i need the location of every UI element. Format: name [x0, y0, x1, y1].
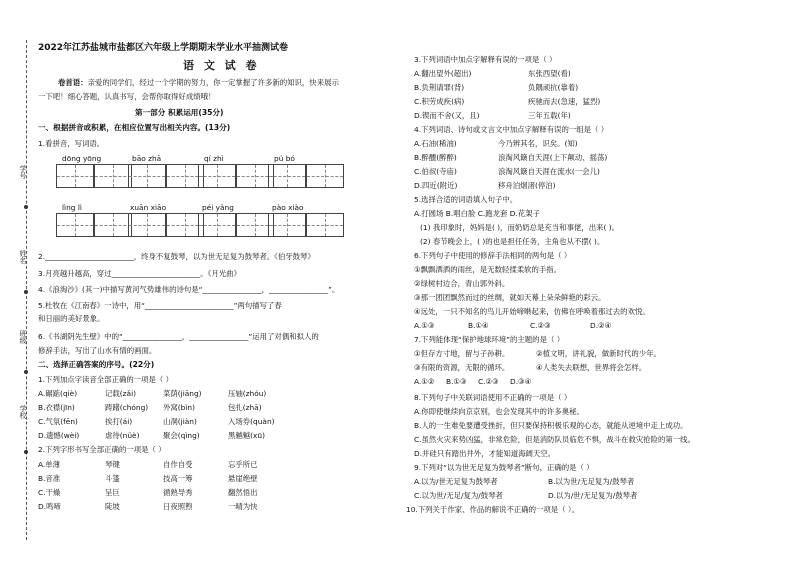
q6-sentence: ③那一团团飘然而过的丝绸，就如天幕上朵朵鲜艳的彩云。: [414, 293, 606, 302]
option-text: A.石油(稀油): [414, 139, 457, 148]
option-text: 忘乎所已: [228, 460, 258, 469]
binding-dot: [24, 205, 28, 209]
pinyin: pú bó: [274, 154, 295, 163]
writing-box[interactable]: [94, 213, 132, 237]
pinyin: dōng yōng: [62, 154, 102, 163]
binding-dot: [24, 370, 28, 374]
q5-options: A.打圆场 B.唱白脸 C.跑龙套 D.花架子: [414, 209, 540, 218]
section-2-heading: 二、选择正确答案的序号。(22分): [38, 360, 155, 369]
option-text: 一晴为快: [228, 502, 258, 511]
q8-option: D.并硅只有踏出井外，才能知道海阔天空。: [414, 449, 556, 458]
option-text: 陡坡: [105, 502, 120, 511]
pinyin: lìng lì: [62, 203, 82, 212]
q7-sentence: ②植文明，讲礼貌，做新时代的少年。: [536, 349, 661, 358]
option-text: A.①②: [414, 377, 435, 386]
q6-text-line2: 修辞手法，写出了山水有情的画面。: [38, 346, 157, 355]
binding-dot: [24, 450, 28, 454]
pinyin: xuān xiāo: [130, 203, 167, 212]
pinyin: bāo zhā: [132, 154, 162, 163]
q6-text-line1: 6.《书湖阴先生壁》中的“________________，________________”运用了对偶和拟人的: [38, 332, 319, 341]
q7-sentence: ①但存方寸地，留与子孙耕。: [414, 349, 510, 358]
option-text: 翻然悟出: [228, 488, 258, 497]
mc-q2-prompt: 2.下列字形书写全部正确的一项是（ ）: [38, 445, 166, 454]
writing-box[interactable]: [268, 164, 306, 188]
option-text: 呈巨: [105, 488, 120, 497]
q2-text: 2.________________________，终身不复鼓琴，以为世无足复为鼓琴者。《伯牙鼓琴》: [38, 252, 315, 261]
option-text: A.单薄: [38, 460, 61, 469]
option-text: 今乃辨其名，识矣。(知): [498, 139, 578, 148]
writing-box[interactable]: [268, 213, 306, 237]
option-text: D.③④: [510, 377, 532, 386]
writing-box[interactable]: [198, 213, 236, 237]
label-school: 学校: [19, 405, 27, 419]
q8-option: C.虽然火灾来势凶猛，非常危险，但是消防队员临危不惧，战斗在救灾抢险的第一线。: [414, 435, 695, 444]
option-text: C.积劳成疾(病): [414, 97, 465, 106]
q6-sentence: ④远处，一只不知名的鸟儿开始啼啭起来，仿佛在呼唤着那过去的欢悦。: [414, 307, 650, 316]
option-text: D.鸣啼: [38, 502, 61, 511]
option-text: 疾驰而去(急速，猛烈): [528, 97, 601, 106]
option-text: 菜荫(jiāng): [163, 389, 202, 398]
intro-line-2: 一下吧！细心答题，认真书写，会帮你取得好成绩哦！: [38, 92, 216, 101]
option-text: D.以为/世/无足复为/鼓琴者: [548, 491, 638, 500]
option-text: 压轴(zhóu): [228, 389, 267, 398]
q5-sentence-2: (2) 春节晚会上，( )的也是担任任务，主角也从不摆( )。: [420, 237, 605, 246]
writing-box[interactable]: [198, 164, 236, 188]
writing-box[interactable]: [128, 164, 166, 188]
option-text: B.衣襟(jīn): [38, 403, 75, 412]
q7-sentence: ④人类失去联想，世界将会怎样。: [536, 363, 647, 372]
section-1-heading: 一、根据拼音或积累，在相应位置写出相关内容。(13分): [38, 123, 231, 132]
q8-prompt: 8.下列句子中关联词语使用不正确的一项是（ ）: [414, 393, 572, 402]
q6-prompt: 6.下列句子中使用的修辞手法相同的两句是（ ）: [414, 251, 572, 260]
option-text: 外窝(bìn): [163, 403, 195, 412]
writing-box[interactable]: [56, 213, 94, 237]
option-text: 移舟泊烟渚(停泊): [498, 181, 556, 190]
option-text: B.①③: [446, 377, 467, 386]
option-text: 负隅顽抗(靠着): [528, 83, 579, 92]
option-text: A.翻出望外(超出): [414, 69, 472, 78]
intro-line-1: [58, 79, 339, 86]
writing-box[interactable]: [94, 164, 132, 188]
binding-dot: [24, 290, 28, 294]
exam-subtitle: 语 文 试 卷: [183, 59, 260, 72]
intro-text-1: 亲爱的同学们，经过一个学期的努力，你一定掌握了许多新的知识，快来展示: [87, 78, 339, 87]
option-text: C.干燥: [38, 488, 61, 497]
label-name: 姓名: [19, 250, 27, 264]
option-text: 山洞(jiàn): [163, 417, 197, 426]
label-class: 班级: [19, 330, 27, 344]
option-text: C.以为世/无足/复为/鼓琴者: [414, 491, 503, 500]
option-text: A.以为/世无足复为鼓琴者: [414, 477, 498, 486]
option-text: 浪淘风簸自天涯(上下颠动、摇荡): [498, 153, 608, 162]
pinyin: pào xiào: [272, 203, 304, 212]
option-text: C.气氛(fēn): [38, 417, 78, 426]
option-text: A.①③: [414, 321, 435, 330]
option-text: A.碾踮(qiè): [38, 389, 78, 398]
option-text: 包扎(zhā): [228, 403, 262, 412]
q7-prompt: 7.下列能体现“保护地球环境”的主题的是（ ）: [414, 335, 565, 344]
q5-text-line2: 和日丽的美好景象。: [38, 314, 105, 323]
pinyin: qí zhì: [204, 154, 224, 163]
writing-box[interactable]: [128, 213, 166, 237]
option-text: 技高一筹: [163, 474, 193, 483]
option-text: 黑魆魆(xū): [228, 431, 265, 440]
option-text: 三年五载(年): [528, 111, 571, 120]
writing-box[interactable]: [306, 164, 344, 188]
q6-sentence: ①飘飘洒洒的雨丝，是无数轻揉柔软的手指。: [414, 265, 562, 274]
q1-prompt: 1.看拼音，写词语。: [38, 139, 105, 148]
option-text: D.②④: [590, 321, 612, 330]
option-text: B.①④: [468, 321, 489, 330]
option-text: C.②③: [530, 321, 551, 330]
q10-prompt: 10.下列关于作家、作品的解说不正确的一项是（ ）。: [406, 505, 579, 514]
option-text: B.负荆请罪(背): [414, 83, 465, 92]
q6-sentence: ②绿树村边合，青山郭外斜。: [414, 279, 510, 288]
exam-title: 2022年江苏盐城市盐都区六年级上学期期末学业水平抽测试卷: [38, 43, 289, 53]
option-text: 循熟导秀: [163, 488, 193, 497]
option-text: 琴键: [105, 460, 120, 469]
part-1-heading: 第一部分 积累运用(35分): [135, 108, 224, 117]
option-text: B.醉醺(醉醉): [414, 153, 457, 162]
option-text: 入场券(quàn): [228, 417, 275, 426]
option-text: C.②③: [478, 377, 499, 386]
pinyin: péi yǎng: [202, 203, 234, 212]
q3-prompt: 3.下列词语中加点字解释有误的一项是（ ）: [414, 55, 557, 64]
option-text: 悬崖绝壁: [228, 474, 258, 483]
option-text: 虐待(nüè): [105, 431, 140, 440]
q8-option: A.你即使继续向京京别，也会发现其中的许多奥秘。: [414, 407, 584, 416]
option-text: 日夜照煦: [163, 502, 193, 511]
q5-prompt: 5.选择合适的词语填入句子中。: [414, 195, 518, 204]
writing-box[interactable]: [56, 164, 94, 188]
option-text: 踌躇(chóng): [105, 403, 149, 412]
option-text: 挨打(ái): [105, 417, 133, 426]
option-text: D.锲而不舍(又，且): [414, 111, 480, 120]
writing-box[interactable]: [306, 213, 344, 237]
option-text: 斗篷: [105, 474, 120, 483]
option-text: 自作自受: [163, 460, 193, 469]
intro-label: 卷首语：: [58, 78, 88, 87]
q3-text: 3.月亮越升越高，穿过________________________。《月光曲》: [38, 269, 241, 278]
q8-option: B.人的一生难免要遭受挫折，但只要保持积极乐观的心态，就能从逆境中走上成功。: [414, 421, 688, 430]
mc-q1-prompt: 1.下列加点字读音全部正确的一项是（ ）: [38, 375, 174, 384]
q9-prompt: 9.下列对“以为世无足复为鼓琴者”断句，正确的是（ ）: [414, 463, 594, 472]
q5-text-line1: 5.杜牧在《江南春》一诗中，用“________________________”两句描写了春: [38, 301, 282, 310]
q5-sentence-1: (1) 我印象时，妈妈是( )，而奶奶总是充当和事佬，出来( )。: [420, 223, 620, 232]
q7-sentence: ③有限的资源，无限的循环。: [414, 363, 510, 372]
q4-prompt: 4.下列词语、诗句或文言文中加点字解释有误的一组是（ ）: [414, 125, 609, 134]
option-text: 聚会(qìng): [163, 431, 200, 440]
option-text: D.四近(附近): [414, 181, 458, 190]
option-text: 浪淘风簸自天涯在流水(一会儿): [498, 167, 600, 176]
option-text: D.遗憾(wèi): [38, 431, 80, 440]
option-text: B.音准: [38, 474, 61, 483]
option-text: B.以为世/无足复为/鼓琴者: [548, 477, 635, 486]
q4-text: 4.《浪淘沙》(其一)中描写黄河气势雄伟的诗句是“________________，________________”。: [38, 285, 340, 294]
option-text: 东张西望(看): [528, 69, 571, 78]
label-student-id: 学号: [19, 165, 27, 179]
option-text: C.伯叔(寺庙): [414, 167, 457, 176]
option-text: 记载(zǎi): [105, 389, 137, 398]
